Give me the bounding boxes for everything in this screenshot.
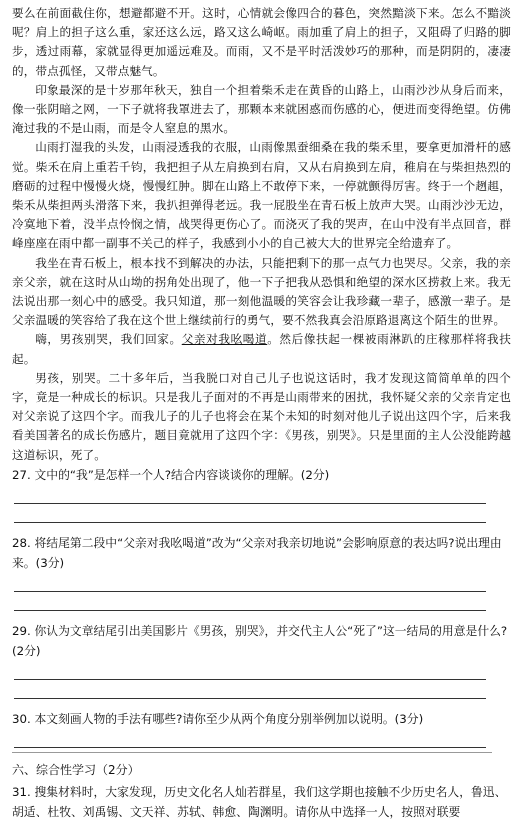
question-30: 30. 本文刻画人物的手法有哪些?请你至少从两个角度分别举例加以说明。(3分) [12, 711, 424, 726]
question-28: 28. 将结尾第二段中“父亲对我吆喝道”改为“父亲对我亲切地说”会影响原意的表达吗?说出理由来。(3分) [12, 535, 502, 570]
section-6-heading: 六、综合性学习（2分） [12, 762, 140, 777]
passage-paragraph-5 [12, 330, 511, 368]
question-29: 29. 你认为文章结尾引出美国影片《男孩，别哭》，并交代主人公“死了”这一结局的用意是什么?(2分) [12, 623, 508, 658]
passage-paragraph-1: 要么在前面截住你，想避都避不开。这时，心情就会像四合的暮色，突然黯淡下来。怎么不黯淡呢？肩上的担子这么重，家还这么远，路又这么崎岖。雨加重了肩上的担子，又阻碍了归路的脚步，透过雨幕，家就显得更加遥远难及。而雨，又不是平时活泼妙巧的那种，而是阴阴的，凄凄的，带点孤怪，又带点魅气。 [12, 6, 511, 78]
passage-paragraph-4: 我坐在青石板上，根本找不到解决的办法，只能把剩下的那一点气力也哭尽。父亲，我的亲亲父亲，就在这时从山坳的拐角处出现了，他一下子把我从恐惧和绝望的深水区捞救上来。我无法说出那一刻心中的感受。我只知道，那一刻他温暖的笑容会让我珍藏一辈子，感激一辈子。是父亲温暖的笑容给了我在这个世上继续前行的勇气，要不然我真会沿原路退离这个陌生的世界。 [12, 255, 511, 328]
passage-paragraph-3: 山雨打湿我的头发，山雨浸透我的衣服，山雨像黑蚕细桑在我的柴禾里，要拿更加滑杆的感觉。柴禾在肩上重若千钧，我把担子从左肩换到右肩，又从右肩换到左肩，稚肩在与柴担热烈的磨砺的过程中慢慢火烧，慢慢红肿。脚在山路上不敢停下来，一停就颤得厉害。终于一个趔趄，柴禾从柴担两头滑落下来，我扒担弹得老远。我一屁股坐在青石板上放声大哭。山雨沙沙无边，冷寞地下着，没半点怜悯之情，战哭得更伤心了。而浇灭了我的哭声，在山中没有半点回音，群峰座座在雨中都一副事不关己的样子，我感到小小的自己被大大的世界完全给遗弃了。 [12, 140, 511, 251]
section-divider [12, 752, 492, 753]
answer-line-30-1[interactable] [14, 747, 486, 748]
passage-paragraph-2: 印象最深的是十岁那年秋天，独自一个担着柴禾走在黄昏的山路上，山雨沙沙从身后而来，像一张阴暗之网，一下子就将我罩进去了，那颗本来就困惑而伤感的心，便进而变得绝望。仿佛淹过我的不是山雨，而是令人窒息的黑水。 [12, 82, 511, 136]
underlined-phrase: 父亲对我吆喝道 [181, 332, 268, 347]
p5-after: 。然后像扶起一棵被雨淋趴的庄稼那样将我扶起。 [12, 332, 511, 366]
question-31: 31. 搜集材料时，大家发现，历史文化名人灿若群星，我们这学期也接触不少历史名人，鲁迅、胡适、杜牧、刘禹锡、文天祥、苏轼、韩愈、陶渊明。请你从中选择一人，按照对联要 [12, 784, 507, 819]
question-27: 27. 文中的“我”是怎样一个人?结合内容谈谈你的理解。(2分) [12, 467, 330, 482]
passage-paragraph-6: 男孩，别哭。二十多年后，当我脱口对自己儿子也说这话时，我才发现这简简单单的四个字，竟是一种成长的标识。只是我儿子面对的不再是山雨带来的困扰，我怀疑父亲的父亲肯定也对父亲说了这四个字。而我儿子的儿子也将会在某个未知的时刻对他儿子说出这四个字，后来我看美国著名的成长伤感片，题目竟就用了这四个字：《男孩，别哭》。只是里面的主人公没能跨越这道标识，死了。 [12, 370, 511, 462]
p5-before: 嗨，男孩别哭，我们回家。 [35, 332, 182, 347]
